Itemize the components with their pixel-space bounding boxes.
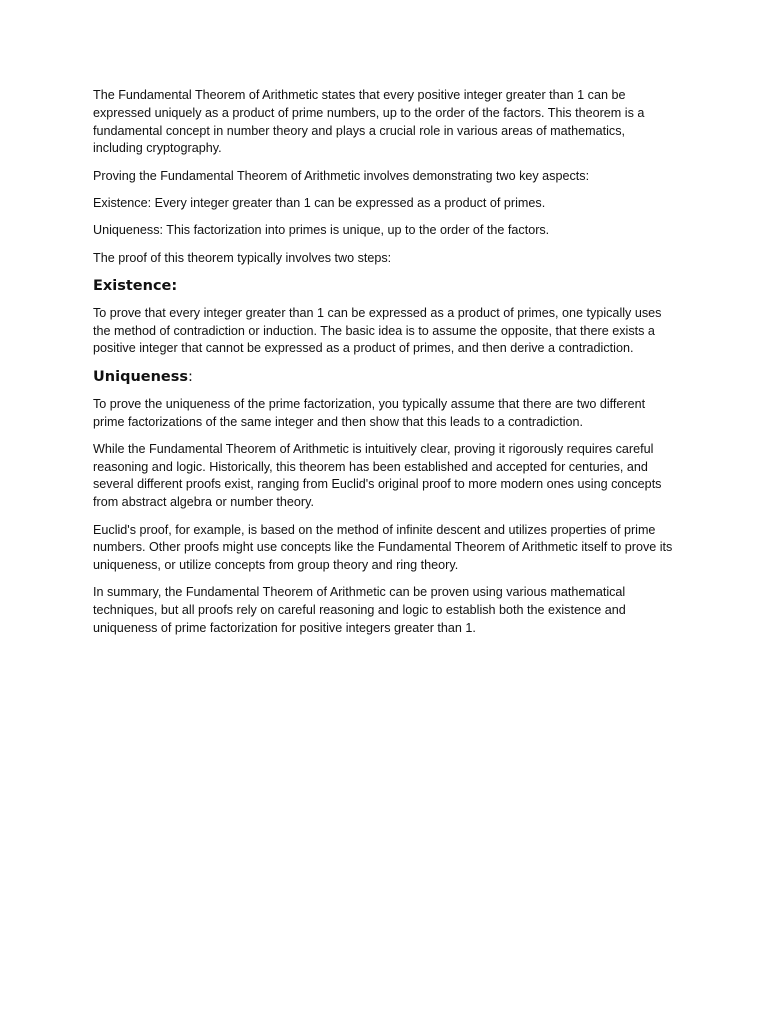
uniqueness-heading-colon: : xyxy=(188,368,193,385)
document-body xyxy=(93,87,678,647)
proving-intro-paragraph: Proving the Fundamental Theorem of Arithmetic involves demonstrating two key aspects: xyxy=(93,168,590,183)
intro-paragraph: The Fundamental Theorem of Arithmetic states that every positive integer greater than 1 can be expressed uniquely as a product of prime numbers, up to the order of the factors. This theorem is a fundamental concept in number theory and plays a crucial role in various areas of mathematics, including cryptography. xyxy=(93,88,645,156)
summary-paragraph: In summary, the Fundamental Theorem of Arithmetic can be proven using various mathematical techniques, but all proofs rely on careful reasoning and logic to establish both the existence and uniqueness of prime factorization for positive integers greater than 1. xyxy=(93,585,626,636)
existence-heading xyxy=(93,277,678,296)
uniqueness-aspect-paragraph: Uniqueness: This factorization into primes is unique, up to the order of the factors. xyxy=(93,223,550,238)
existence-body-paragraph: To prove that every integer greater than 1 can be expressed as a product of primes, one typically uses the method of contradiction or induction. The basic idea is to assume the opposite, that there exists a positive integer that cannot be expressed as a product of primes, and then derive a contradiction. xyxy=(93,305,662,356)
uniqueness-heading xyxy=(93,368,678,387)
rigor-paragraph: While the Fundamental Theorem of Arithmetic is intuitively clear, proving it rigorously requires careful reasoning and logic. Historically, this theorem has been established and accepted for centuries, and several different proofs exist, ranging from Euclid's original proof to more modern ones using concepts from abstract algebra or number theory. xyxy=(93,441,662,510)
existence-heading-text: Existence: xyxy=(93,277,178,294)
existence-aspect-paragraph: Existence: Every integer greater than 1 can be expressed as a product of primes. xyxy=(93,195,546,210)
uniqueness-heading-text: Uniqueness xyxy=(93,368,189,385)
euclid-paragraph: Euclid's proof, for example, is based on the method of infinite descent and utilizes properties of prime numbers. Other proofs might use concepts like the Fundamental Theorem of Arithmetic itself to prove its uniqueness, or utilize concepts from group theory and ring theory. xyxy=(93,522,673,573)
uniqueness-body-paragraph: To prove the uniqueness of the prime factorization, you typically assume that there are two different prime factorizations of the same integer and then show that this leads to a contradiction. xyxy=(93,396,646,429)
steps-intro-paragraph: The proof of this theorem typically involves two steps: xyxy=(93,250,392,265)
